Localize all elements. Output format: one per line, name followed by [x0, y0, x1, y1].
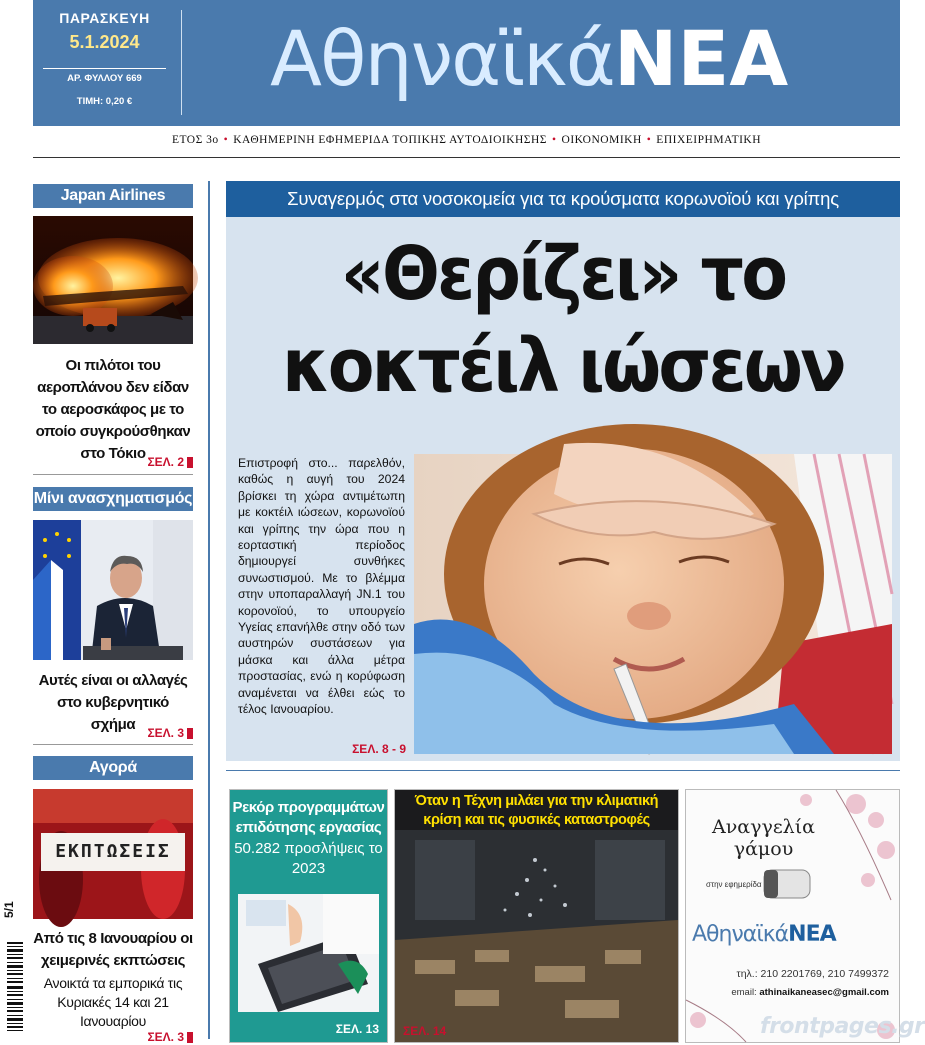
sidebar-divider [33, 744, 193, 745]
logo-bold-part: ΝΕΑ [613, 14, 789, 103]
issue-number: ΑΡ. ΦΥΛΛΟΥ 669 [43, 68, 166, 84]
art-climate-story-title: Όταν η Τέχνη μιλάει για την κλιματική κρίση και τις φυσικές καταστροφές [414, 793, 659, 828]
sales-sign-text: ΕΚΠΤΩΣΕΙΣ [55, 841, 171, 862]
pm-image [33, 520, 193, 660]
sick-child-image [414, 454, 892, 754]
sick-child-photo[interactable] [414, 454, 892, 754]
masthead-divider [181, 10, 182, 115]
sidebar-story-1-text[interactable]: Οι πιλότοι του αεροπλάνου δεν είδαν το αεροσκάφος με το οποίο συγκρούσθηκαν στο Τόκιο [35, 357, 191, 462]
laptop-image [238, 894, 379, 1012]
sidebar-heading-reshuffle: Μίνι ανασχηματισμός [33, 487, 193, 511]
wedding-ad-box[interactable] [685, 789, 900, 1043]
issue-price: ΤΙΜΗ: 0,20 € [76, 96, 133, 107]
sidebar-story-2-page: ΣΕΛ. 3 [100, 726, 193, 740]
sidebar-story-3-page: ΣΕΛ. 3 [100, 1030, 193, 1044]
tagline-item: ΚΑΘΗΜΕΡΙΝΗ ΕΦΗΜΕΡΙΔΑ ΤΟΠΙΚΗΣ ΑΥΤΟΔΙΟΙΚΗΣΗΣ [233, 134, 547, 146]
ad-phone: τηλ.: 210 2201769, 210 7499372 [736, 968, 889, 980]
column-divider [208, 181, 210, 1039]
sidebar-heading-market: Αγορά [33, 756, 193, 780]
employment-story-page: ΣΕΛ. 13 [335, 1022, 379, 1036]
spine-date: 5/1 [2, 901, 16, 918]
section-divider [226, 770, 900, 771]
headline-line-1: «Θερίζει» το [340, 231, 786, 317]
tagline-item: ΕΤΟΣ 3ο [171, 134, 219, 146]
newspaper-logo[interactable] [270, 14, 890, 114]
headline-line-2: κοκτέιλ ιώσεων [282, 323, 844, 409]
art-climate-story-box[interactable] [394, 789, 679, 1043]
ad-title: Αναγγελία γάμου [712, 816, 815, 860]
sidebar-story-2-text[interactable]: Αυτές είναι οι αλλαγές στο κυβερνητικό σχήμα [38, 672, 188, 733]
ad-email[interactable]: email: athinaikaneasec@gmail.com [731, 987, 889, 998]
tagline-divider [33, 157, 900, 158]
employment-story-title: Ρεκόρ προγραμμάτων επιδότησης εργασίας [232, 799, 385, 836]
main-story-page: ΣΕΛ. 8 - 9 [352, 742, 406, 756]
sidebar-story-1-page: ΣΕΛ. 2 [100, 455, 193, 469]
main-body-text: Επιστροφή στο... παρελθόν, καθώς η αυγή του 2024 βρίσκει τη χώρα αντιμέτωπη με κοκτέιλ ιώσεων, κορωνοϊού και γρίπης την ώρα που η εορταστική περίοδος δημιουργεί συνθήκες συνωστισμού. Με το βλέμμα στην υποπαραλλαγή JN.1 του κορονοϊού, το υπουργείο Υγείας επανήλθε στην οδό των αυστηρών συστάσεων για μάσκα και άλλα μέτρα προστασίας, ενώ η κορύφωση αναμένεται να έλθει εώς το τέλος Ιανουαρίου. [238, 456, 405, 717]
main-headline[interactable] [253, 228, 873, 412]
tagline-item: ΟΙΚΟΝΟΜΙΚΗ [561, 134, 642, 146]
main-kicker: Συναγερμός στα νοσοκομεία για τα κρούσματα κορωνοϊού και γρίπης [226, 181, 900, 217]
art-climate-story-page: ΣΕΛ. 14 [403, 1024, 447, 1038]
tagline: ΕΤΟΣ 3ο • ΚΑΘΗΜΕΡΙΝΗ ΕΦΗΜΕΡΙΔΑ ΤΟΠΙΚΗΣ ΑΥΤΟΔΙΟΙΚΗΣΗΣ • ΟΙΚΟΝΟΜΙΚΗ • ΕΠΙΧΕΙΡΗΜΑΤΙΚΗ [171, 134, 762, 146]
sidebar-divider [33, 474, 193, 475]
sidebar-heading-japan-airlines: Japan Airlines [33, 184, 193, 208]
issue-date: 5.1.2024 [69, 32, 140, 52]
plane-fire-photo[interactable] [33, 216, 193, 344]
site-watermark: frontpages.gr [760, 1014, 925, 1039]
tagline-item: ΕΠΙΧΕΙΡΗΜΑΤΙΚΗ [656, 134, 762, 146]
issue-day: ΠΑΡΑΣΚΕΥΗ [59, 10, 150, 26]
sidebar-story-3-text[interactable]: Από τις 8 Ιανουαρίου οι χειμερινές εκπτώσεις [33, 930, 193, 969]
plane-fire-image [33, 216, 193, 344]
sidebar-story-3-subtext: Ανοικτά τα εμπορικά τις Κυριακές 14 και 21 Ιανουαρίου [43, 975, 183, 1029]
pm-photo[interactable] [33, 520, 193, 660]
employment-story-box[interactable] [229, 789, 388, 1043]
ad-logo: ΑθηναϊκάΝΕΑ [692, 922, 836, 947]
sales-photo[interactable] [33, 789, 193, 919]
issue-info [33, 0, 176, 126]
ad-subtitle: στην εφημερίδα [706, 880, 762, 889]
barcode-icon [3, 940, 29, 1035]
employment-story-subtitle: 50.282 προσλήψεις το 2023 [234, 840, 383, 877]
logo-light-part: Αθηναϊκά [270, 14, 614, 103]
